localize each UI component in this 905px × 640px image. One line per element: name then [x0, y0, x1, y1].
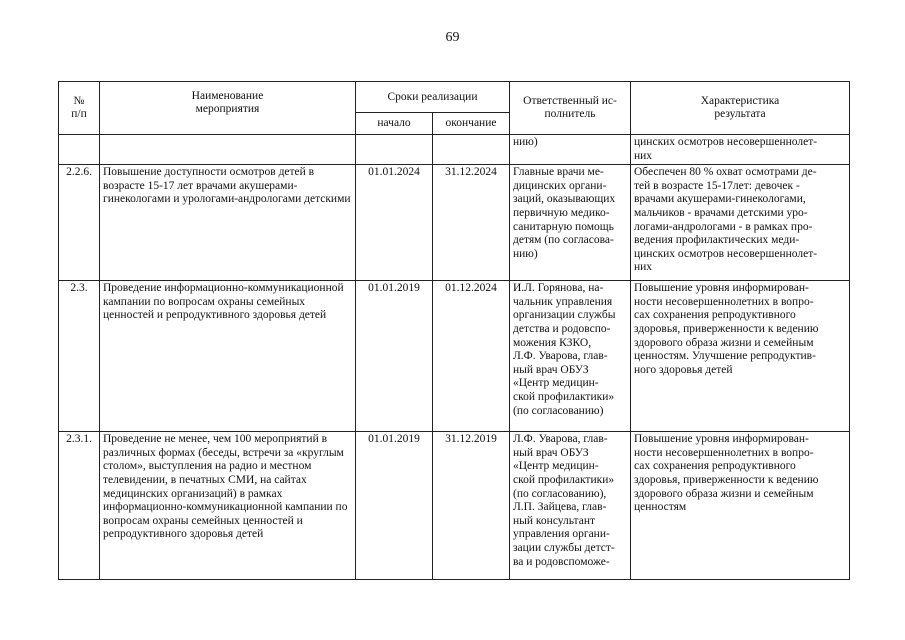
- table-row: [59, 165, 850, 281]
- header-end: окончание: [433, 113, 510, 135]
- header-result: Характеристика результата: [631, 82, 850, 135]
- table-row: [59, 281, 850, 432]
- continuation-result: цинских осмотров несовершеннолет- них: [631, 135, 850, 165]
- header-responsible: Ответственный ис- полнитель: [510, 82, 631, 135]
- header-event-name: Наименование мероприятия: [100, 82, 356, 135]
- row-responsible: И.Л. Горянова, на- чальник управления организации службы детства и родовспо- можения КЗКО, Л.Ф. Уварова, глав- ный врач ОБУЗ «Центр медицин- ской профилактики» (по согласованию): [510, 281, 631, 432]
- header-number: № п/п: [59, 82, 100, 135]
- page-number: 69: [445, 30, 460, 45]
- row-end-date: 01.12.2024: [433, 281, 510, 432]
- row-result: Повышение уровня информирован- ности несовершеннолетних в вопро- сах сохранения репродуктивного здоровья, приверженности к ведению здорового образа жизни и семейным ценностям. Улучшение репродуктив- ного здоровья детей: [631, 281, 850, 432]
- row-number: 2.3.: [59, 281, 100, 432]
- row-number: 2.2.6.: [59, 165, 100, 281]
- continuation-row: [59, 135, 850, 165]
- header-terms: Сроки реализации: [356, 82, 510, 113]
- row-result: Повышение уровня информирован- ности несовершеннолетних в вопро- сах сохранения репродуктивного здоровья, приверженности к ведению здорового образа жизни и семейным ценностям: [631, 432, 850, 580]
- header-start: начало: [356, 113, 433, 135]
- row-start-date: 01.01.2019: [356, 432, 433, 580]
- row-number: 2.3.1.: [59, 432, 100, 580]
- row-start-date: 01.01.2019: [356, 281, 433, 432]
- row-event-name: Проведение не менее, чем 100 мероприятий в различных формах (беседы, встречи за «круглым столом», выступления на радио и местном телевидении, в печатных СМИ, на сайтах медицинских организаций) в рамках информационно-коммуникационной кампании по вопросам охраны семейных ценностей и репродуктивного здоровья детей: [100, 432, 356, 580]
- row-result: Обеспечен 80 % охват осмотрами де- тей в возрасте 15-17лет: девочек - врачами акушерами-гинекологами, мальчиков - врачами детскими уро- логами-андрологами - в рамках про- ведения профилактических меди- цинских осмотров несовершеннолет- них: [631, 165, 850, 281]
- row-event-name: Повышение доступности осмотров детей в возрасте 15-17 лет врачами акушерами-гинекологами и урологами-андрологами детскими: [100, 165, 356, 281]
- table-row: [59, 432, 850, 580]
- row-responsible: Л.Ф. Уварова, глав- ный врач ОБУЗ «Центр медицин- ской профилактики» (по согласованию), Л.П. Зайцева, глав- ный консультант управления органи- зации службы детст- ва и родовспоможе-: [510, 432, 631, 580]
- row-event-name: Проведение информационно-коммуникационной кампании по вопросам охраны семейных ценностей и репродуктивного здоровья детей: [100, 281, 356, 432]
- row-end-date: 31.12.2019: [433, 432, 510, 580]
- events-table: [58, 81, 850, 580]
- continuation-responsible: нию): [510, 135, 631, 165]
- row-responsible: Главные врачи ме- дицинских органи- заций, оказывающих первичную медико- санитарную помощь детям (по согласова- нию): [510, 165, 631, 281]
- row-end-date: 31.12.2024: [433, 165, 510, 281]
- row-start-date: 01.01.2024: [356, 165, 433, 281]
